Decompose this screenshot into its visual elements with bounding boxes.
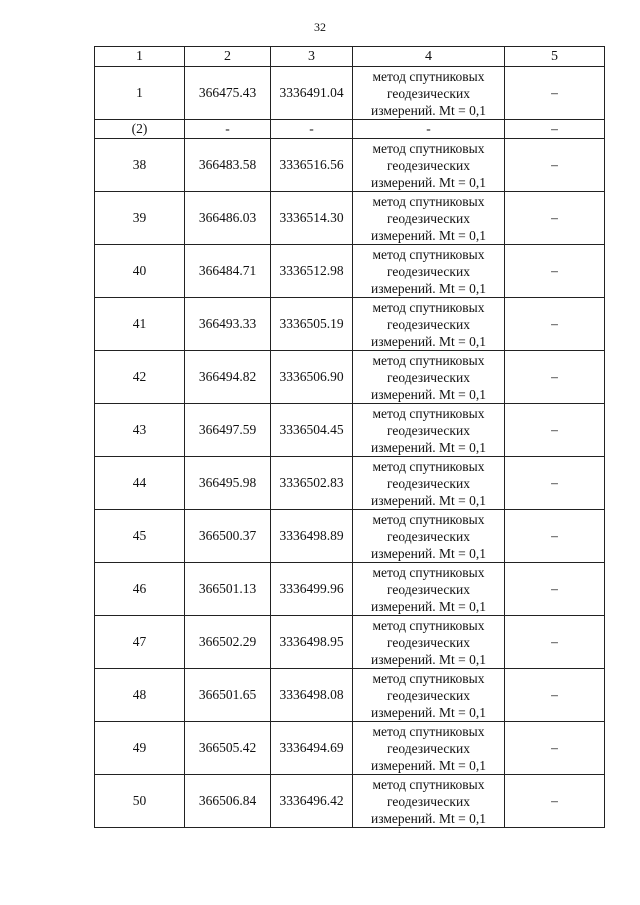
- table-row: [95, 669, 605, 722]
- method-line: метод спутниковых: [372, 299, 485, 315]
- note-cell: –: [505, 669, 605, 722]
- point-number: 40: [95, 245, 185, 298]
- x-coordinate: 366497.59: [185, 404, 271, 457]
- table-row: [95, 616, 605, 669]
- y-coordinate: 3336502.83: [271, 457, 353, 510]
- method-line: измерений. Mt = 0,1: [370, 598, 487, 614]
- method-line: геодезических: [387, 687, 470, 703]
- note-cell: –: [505, 457, 605, 510]
- method-line: метод спутниковых: [372, 405, 485, 421]
- header-row: [95, 47, 605, 67]
- x-coordinate: 366501.65: [185, 669, 271, 722]
- method-description: [353, 457, 505, 510]
- method-description: [353, 298, 505, 351]
- gap-x: -: [185, 120, 271, 139]
- method-line: измерений. Mt = 0,1: [370, 227, 487, 243]
- table-row: [95, 510, 605, 563]
- x-coordinate: 366495.98: [185, 457, 271, 510]
- method-line: метод спутниковых: [372, 723, 485, 739]
- x-coordinate: 366493.33: [185, 298, 271, 351]
- gap-method: -: [353, 120, 505, 139]
- gap-row: [95, 120, 605, 139]
- method-line: измерений. Mt = 0,1: [370, 439, 487, 455]
- y-coordinate: 3336512.98: [271, 245, 353, 298]
- point-number: 38: [95, 139, 185, 192]
- method-line: геодезических: [387, 263, 470, 279]
- method-line: геодезических: [387, 793, 470, 809]
- table-row: [95, 192, 605, 245]
- method-line: метод спутниковых: [372, 670, 485, 686]
- method-line: геодезических: [387, 581, 470, 597]
- header-cell-3: 3: [271, 47, 353, 67]
- point-number: 1: [95, 67, 185, 120]
- table-row: [95, 67, 605, 120]
- note-cell: –: [505, 510, 605, 563]
- y-coordinate: 3336498.89: [271, 510, 353, 563]
- x-coordinate: 366484.71: [185, 245, 271, 298]
- method-line: измерений. Mt = 0,1: [370, 651, 487, 667]
- method-line: метод спутниковых: [372, 511, 485, 527]
- y-coordinate: 3336505.19: [271, 298, 353, 351]
- method-line: измерений. Mt = 0,1: [370, 102, 487, 118]
- method-line: метод спутниковых: [372, 140, 485, 156]
- method-line: измерений. Mt = 0,1: [370, 280, 487, 296]
- method-line: геодезических: [387, 422, 470, 438]
- table-row: [95, 563, 605, 616]
- note-cell: –: [505, 775, 605, 828]
- coordinates-table: [94, 46, 605, 828]
- method-line: измерений. Mt = 0,1: [370, 386, 487, 402]
- method-line: геодезических: [387, 316, 470, 332]
- method-description: [353, 139, 505, 192]
- method-line: метод спутниковых: [372, 564, 485, 580]
- table-row: [95, 139, 605, 192]
- method-line: геодезических: [387, 475, 470, 491]
- header-cell-1: 1: [95, 47, 185, 67]
- y-coordinate: 3336499.96: [271, 563, 353, 616]
- method-description: [353, 404, 505, 457]
- method-line: геодезических: [387, 85, 470, 101]
- point-number: 49: [95, 722, 185, 775]
- point-number: 45: [95, 510, 185, 563]
- note-cell: –: [505, 139, 605, 192]
- method-line: метод спутниковых: [372, 458, 485, 474]
- method-line: измерений. Mt = 0,1: [370, 757, 487, 773]
- point-number: 50: [95, 775, 185, 828]
- point-number: 48: [95, 669, 185, 722]
- method-line: геодезических: [387, 740, 470, 756]
- x-coordinate: 366506.84: [185, 775, 271, 828]
- method-line: геодезических: [387, 157, 470, 173]
- table-row: [95, 298, 605, 351]
- table-body: [95, 67, 605, 828]
- method-description: [353, 245, 505, 298]
- note-cell: –: [505, 616, 605, 669]
- method-line: метод спутниковых: [372, 68, 485, 84]
- method-description: [353, 510, 505, 563]
- note-cell: –: [505, 404, 605, 457]
- note-cell: –: [505, 67, 605, 120]
- method-line: метод спутниковых: [372, 617, 485, 633]
- y-coordinate: 3336516.56: [271, 139, 353, 192]
- y-coordinate: 3336506.90: [271, 351, 353, 404]
- x-coordinate: 366502.29: [185, 616, 271, 669]
- point-number: 39: [95, 192, 185, 245]
- note-cell: –: [505, 351, 605, 404]
- method-line: метод спутниковых: [372, 193, 485, 209]
- table-row: [95, 775, 605, 828]
- method-description: [353, 616, 505, 669]
- table-row: [95, 404, 605, 457]
- header-cell-5: 5: [505, 47, 605, 67]
- x-coordinate: 366494.82: [185, 351, 271, 404]
- gap-y: -: [271, 120, 353, 139]
- x-coordinate: 366475.43: [185, 67, 271, 120]
- method-description: [353, 722, 505, 775]
- point-number: 42: [95, 351, 185, 404]
- gap-point-range: (2): [95, 120, 185, 139]
- table-row: [95, 722, 605, 775]
- point-number: 46: [95, 563, 185, 616]
- note-cell: –: [505, 245, 605, 298]
- method-description: [353, 67, 505, 120]
- page-number: 32: [314, 20, 326, 34]
- y-coordinate: 3336491.04: [271, 67, 353, 120]
- method-description: [353, 775, 505, 828]
- x-coordinate: 366486.03: [185, 192, 271, 245]
- table-row: [95, 457, 605, 510]
- table-row: [95, 245, 605, 298]
- note-cell: –: [505, 192, 605, 245]
- method-line: геодезических: [387, 634, 470, 650]
- method-line: геодезических: [387, 369, 470, 385]
- x-coordinate: 366483.58: [185, 139, 271, 192]
- y-coordinate: 3336494.69: [271, 722, 353, 775]
- note-cell: –: [505, 298, 605, 351]
- header-cell-4: 4: [353, 47, 505, 67]
- method-line: измерений. Mt = 0,1: [370, 174, 487, 190]
- method-description: [353, 192, 505, 245]
- method-line: измерений. Mt = 0,1: [370, 545, 487, 561]
- point-number: 44: [95, 457, 185, 510]
- table-row: [95, 351, 605, 404]
- point-number: 43: [95, 404, 185, 457]
- point-number: 47: [95, 616, 185, 669]
- y-coordinate: 3336498.08: [271, 669, 353, 722]
- method-line: геодезических: [387, 528, 470, 544]
- x-coordinate: 366501.13: [185, 563, 271, 616]
- method-description: [353, 563, 505, 616]
- method-description: [353, 669, 505, 722]
- method-line: метод спутниковых: [372, 246, 485, 262]
- x-coordinate: 366500.37: [185, 510, 271, 563]
- method-line: геодезических: [387, 210, 470, 226]
- note-cell: –: [505, 563, 605, 616]
- method-line: метод спутниковых: [372, 352, 485, 368]
- method-line: метод спутниковых: [372, 776, 485, 792]
- header-cell-2: 2: [185, 47, 271, 67]
- y-coordinate: 3336496.42: [271, 775, 353, 828]
- note-cell: –: [505, 722, 605, 775]
- method-line: измерений. Mt = 0,1: [370, 333, 487, 349]
- point-number: 41: [95, 298, 185, 351]
- method-line: измерений. Mt = 0,1: [370, 704, 487, 720]
- method-line: измерений. Mt = 0,1: [370, 810, 487, 826]
- x-coordinate: 366505.42: [185, 722, 271, 775]
- y-coordinate: 3336514.30: [271, 192, 353, 245]
- y-coordinate: 3336498.95: [271, 616, 353, 669]
- y-coordinate: 3336504.45: [271, 404, 353, 457]
- gap-note: –: [505, 120, 605, 139]
- method-line: измерений. Mt = 0,1: [370, 492, 487, 508]
- method-description: [353, 351, 505, 404]
